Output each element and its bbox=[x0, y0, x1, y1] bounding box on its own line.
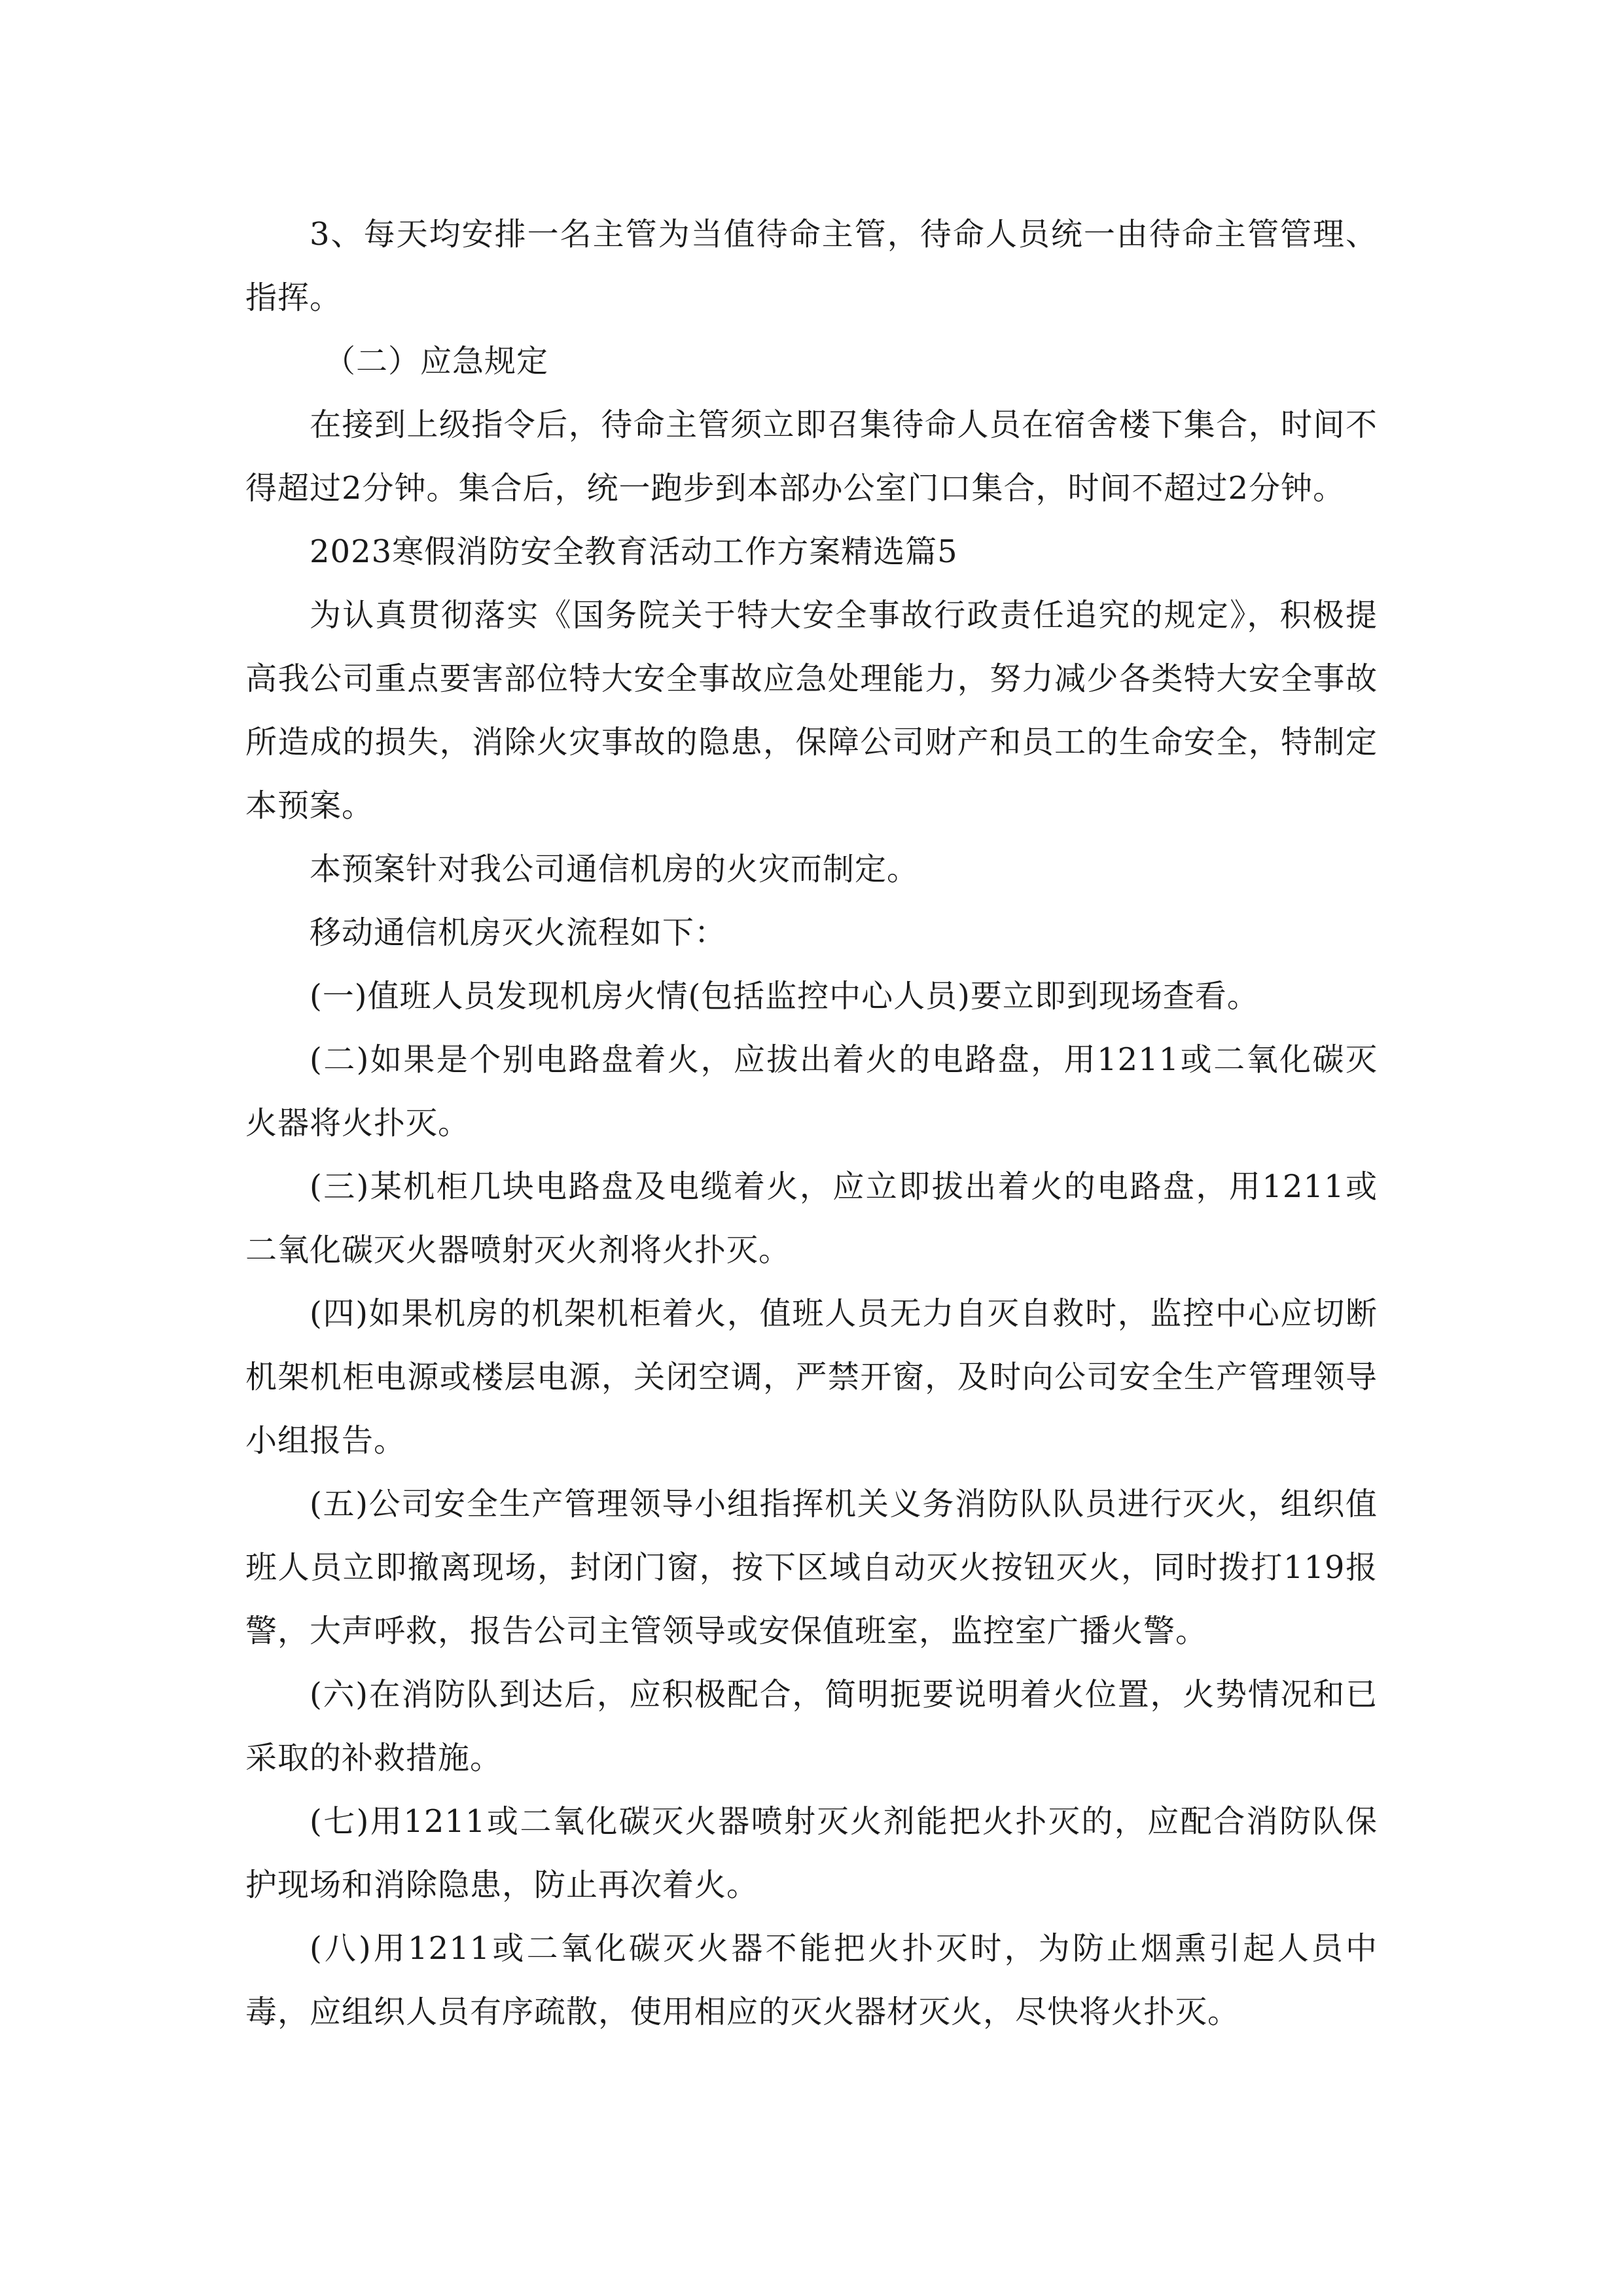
paragraph-standby-supervisor: 3、每天均安排一名主管为当值待命主管，待命人员统一由待命主管管理、指挥。 bbox=[245, 216, 1378, 316]
procedure-step-5: (五)公司安全生产管理领导小组指挥机关义务消防队队员进行灭火，组织值班人员立即撤离现场，封闭门窗，按下区域自动灭火按钮灭火，同时拨打119报警，大声呼救，报告公司主管领导或安保值班室，监控室广播火警。 bbox=[245, 1486, 1378, 1649]
procedure-step-2: (二)如果是个别电路盘着火，应拔出着火的电路盘，用1211或二氧化碳灭火器将火扑灭。 bbox=[245, 1041, 1378, 1141]
paragraph-assembly-rule: 在接到上级指令后，待命主管须立即召集待命人员在宿舍楼下集合，时间不得超过2分钟。集合后，统一跑步到本部办公室门口集合，时间不超过2分钟。 bbox=[245, 406, 1378, 507]
plan-title: 2023寒假消防安全教育活动工作方案精选篇5 bbox=[310, 533, 958, 570]
procedure-step-8: (八)用1211或二氧化碳灭火器不能把火扑灭时，为防止烟熏引起人员中毒，应组织人员有序疏散，使用相应的灭火器材灭火，尽快将火扑灭。 bbox=[245, 1930, 1378, 2030]
procedure-step-7: (七)用1211或二氧化碳灭火器喷射灭火剂能把火扑灭的，应配合消防队保护现场和消除隐患，防止再次着火。 bbox=[245, 1803, 1378, 1903]
paragraph-procedure-intro: 移动通信机房灭火流程如下： bbox=[310, 914, 727, 951]
procedure-step-3: (三)某机柜几块电路盘及电缆着火，应立即拔出着火的电路盘，用1211或二氧化碳灭火器喷射灭火剂将火扑灭。 bbox=[245, 1168, 1378, 1268]
document-page bbox=[245, 203, 1378, 2044]
paragraph-purpose: 为认真贯彻落实《国务院关于特大安全事故行政责任追究的规定》，积极提高我公司重点要害部位特大安全事故应急处理能力，努力减少各类特大安全事故所造成的损失，消除火灾事故的隐患，保障公司财产和员工的生命安全，特制定本预案。 bbox=[245, 597, 1378, 824]
procedure-step-1: (一)值班人员发现机房火情(包括监控中心人员)要立即到现场查看。 bbox=[310, 978, 1259, 1014]
procedure-step-6: (六)在消防队到达后，应积极配合，简明扼要说明着火位置，火势情况和已采取的补救措施。 bbox=[245, 1676, 1378, 1776]
paragraph-scope: 本预案针对我公司通信机房的火灾而制定。 bbox=[310, 851, 919, 888]
procedure-step-4: (四)如果机房的机架机柜着火，值班人员无力自灭自救时，监控中心应切断机架机柜电源或楼层电源，关闭空调，严禁开窗，及时向公司安全生产管理领导小组报告。 bbox=[245, 1295, 1378, 1459]
section-heading-emergency-rules: （二）应急规定 bbox=[324, 343, 549, 380]
